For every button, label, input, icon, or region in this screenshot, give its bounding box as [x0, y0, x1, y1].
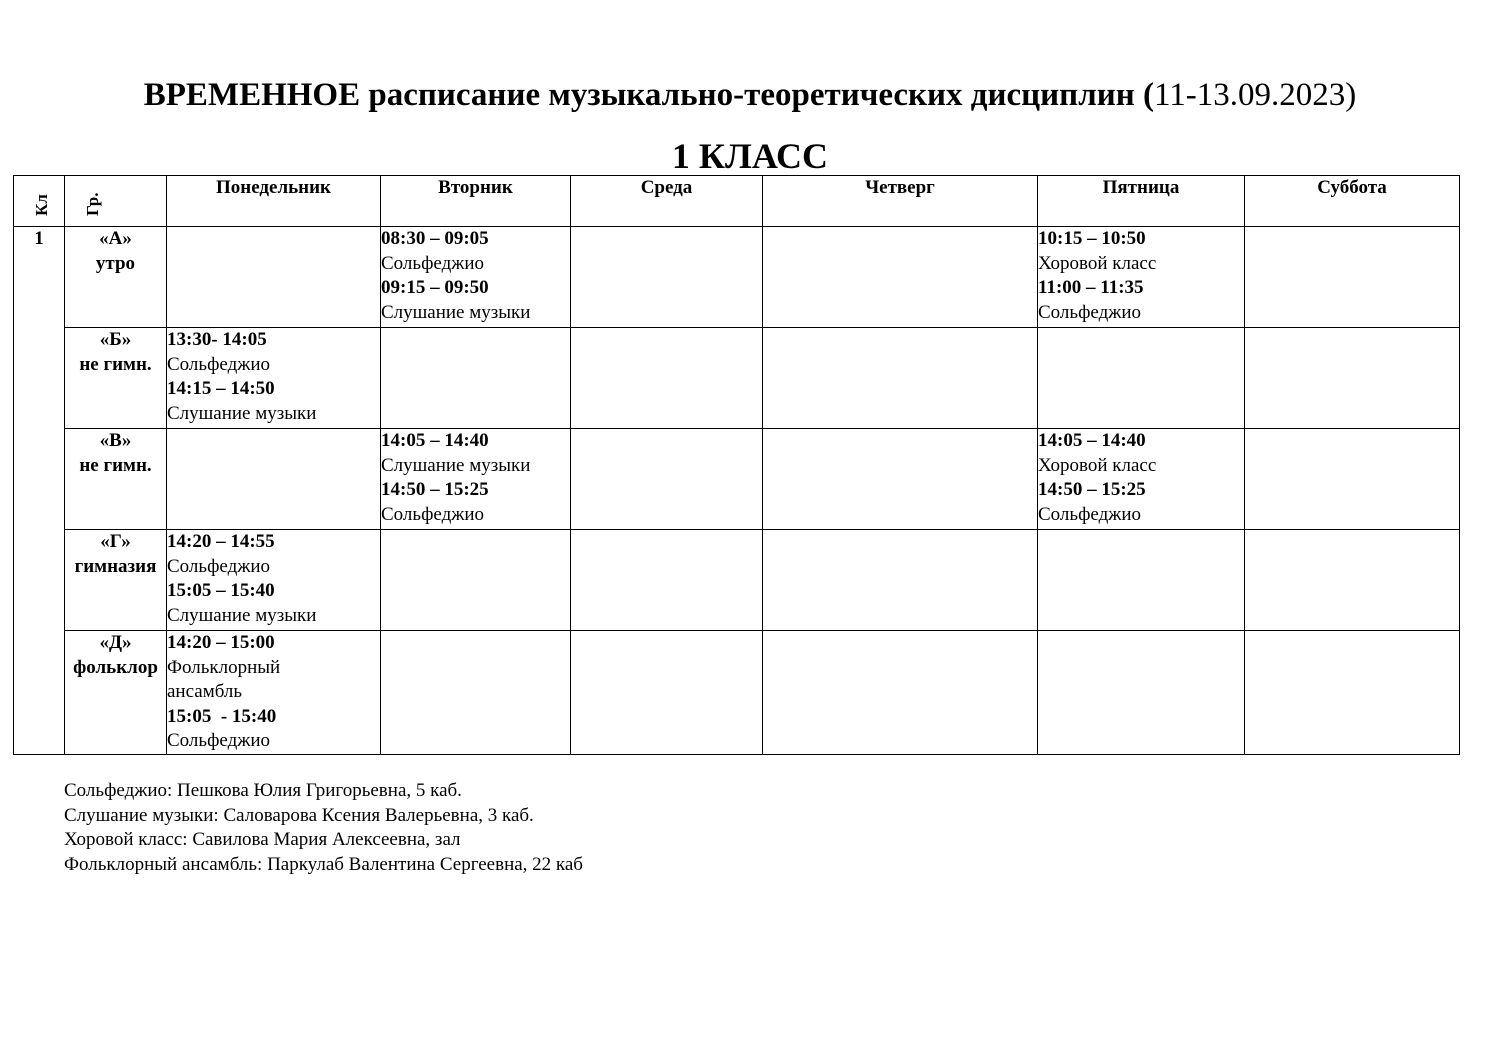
title-dates: 11-13.09.2023) [1153, 77, 1357, 113]
cell-fri: 14:05 – 14:40 Хоровой класс 14:50 – 15:25 Сольфеджио [1038, 429, 1245, 530]
cell-mon: 13:30- 14:05 Сольфеджио 14:15 – 14:50 Слушание музыки [167, 328, 381, 429]
cell-fri: 10:15 – 10:50 Хоровой класс 11:00 – 11:35 Сольфеджио [1038, 227, 1245, 328]
cell-sat [1245, 631, 1460, 755]
cell-wed [571, 429, 763, 530]
cell-fri [1038, 328, 1245, 429]
table-row [14, 631, 1460, 755]
header-wednesday: Среда [571, 176, 763, 227]
cell-tue [381, 530, 571, 631]
cell-wed [571, 227, 763, 328]
class-number: 1 [14, 227, 65, 755]
cell-thu [763, 429, 1038, 530]
table-row [14, 429, 1460, 530]
cell-fri [1038, 530, 1245, 631]
cell-mon [167, 429, 381, 530]
header-row [14, 176, 1460, 227]
group-cell: «Б» не гимн. [65, 328, 167, 429]
group-cell: «Г» гимназия [65, 530, 167, 631]
page-title [0, 76, 1500, 114]
header-monday: Понедельник [167, 176, 381, 227]
note-line: Слушание музыки: Саловарова Ксения Валерьевна, 3 каб. [64, 804, 534, 826]
cell-mon [167, 227, 381, 328]
teacher-notes [64, 779, 583, 877]
table-row [14, 530, 1460, 631]
cell-mon: 14:20 – 15:00 Фольклорный ансамбль 15:05 - 15:40 Сольфеджио [167, 631, 381, 755]
cell-sat [1245, 227, 1460, 328]
schedule-table [13, 175, 1460, 755]
cell-wed [571, 631, 763, 755]
cell-wed [571, 530, 763, 631]
group-cell: «А» утро [65, 227, 167, 328]
table-row [14, 328, 1460, 429]
cell-tue: 14:05 – 14:40 Слушание музыки 14:50 – 15:25 Сольфеджио [381, 429, 571, 530]
cell-sat [1245, 429, 1460, 530]
header-thursday: Четверг [763, 176, 1038, 227]
header-saturday: Суббота [1245, 176, 1460, 227]
header-class: Кл [14, 176, 65, 227]
cell-tue [381, 631, 571, 755]
cell-wed [571, 328, 763, 429]
group-cell: «Д» фольклор [65, 631, 167, 755]
note-line: Хоровой класс: Савилова Мария Алексеевна, зал [64, 829, 461, 850]
cell-fri [1038, 631, 1245, 755]
cell-sat [1245, 328, 1460, 429]
cell-tue [381, 328, 571, 429]
group-cell: «В» не гимн. [65, 429, 167, 530]
class-subtitle: 1 КЛАСС [671, 136, 829, 176]
cell-mon: 14:20 – 14:55 Сольфеджио 15:05 – 15:40 Слушание музыки [167, 530, 381, 631]
header-tuesday: Вторник [381, 176, 571, 227]
table-row [14, 227, 1460, 328]
cell-tue: 08:30 – 09:05 Сольфеджио 09:15 – 09:50 Слушание музыки [381, 227, 571, 328]
cell-sat [1245, 530, 1460, 631]
cell-thu [763, 530, 1038, 631]
cell-thu [763, 328, 1038, 429]
note-line: Сольфеджио: Пешкова Юлия Григорьевна, 5 каб. [64, 780, 462, 801]
cell-thu [763, 631, 1038, 755]
header-group: Гр. [65, 176, 167, 227]
cell-thu [763, 227, 1038, 328]
header-friday: Пятница [1038, 176, 1245, 227]
title-main: ВРЕМЕННОЕ расписание музыкально-теоретических дисциплин ( [143, 77, 1154, 113]
note-line: Фольклорный ансамбль: Паркулаб Валентина Сергеевна, 22 каб [64, 853, 583, 875]
